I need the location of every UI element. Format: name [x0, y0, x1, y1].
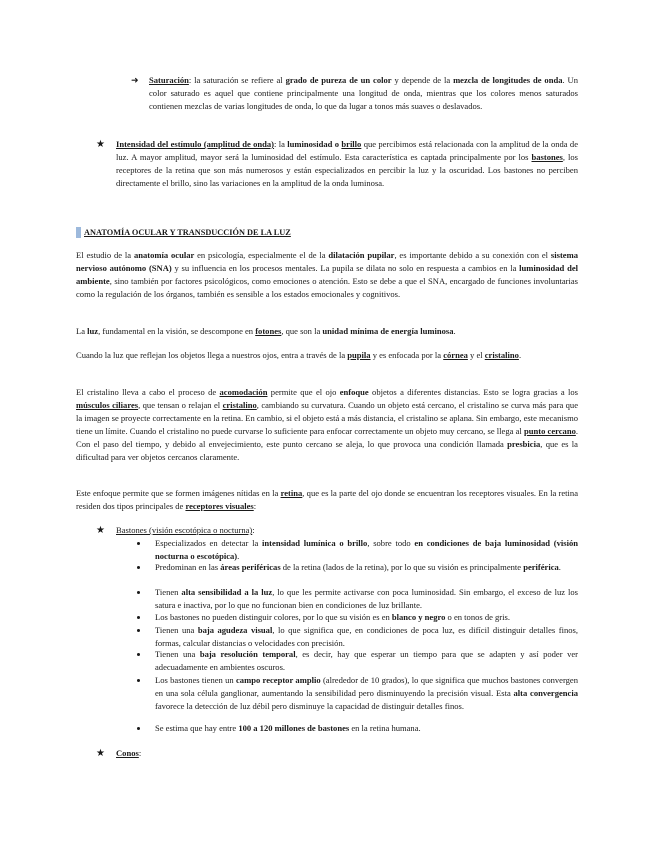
star-bullet-icon: ★: [96, 748, 105, 759]
paragraph-luz: La luz, fundamental en la visión, se descompone en fotones, que son la unidad mínima de energía luminosa.: [76, 326, 456, 336]
round-bullet-icon: [137, 542, 140, 545]
section-heading: ANATOMÍA OCULAR Y TRANSDUCCIÓN DE LA LUZ: [84, 228, 291, 237]
paragraph-retina: Este enfoque permite que se formen imágenes nítidas en la retina, que es la parte del ojo donde se encuentran los receptores visuales. En la retina residen dos tipos principales de receptores visuales:: [76, 488, 578, 511]
bastones-item: Tienen alta sensibilidad a la luz, lo que les permite activarse con poca luminosidad. Sin embargo, el exceso de luz los satura e inactiva, por lo que no funcionan bien en condiciones de luz brillante.: [155, 587, 579, 610]
saturacion-text: : la saturación se refiere al grado de pureza de un color y depende de la mezcla de longitudes de onda. Un color saturado es aquel que contiene principalmente una longitud de onda, mientras que los colores menos saturados contienen mezclas de varias longitudes de onda, lo que da lugar a tonos más suaves o deslavados.: [149, 75, 578, 111]
paragraph-cristalino: El cristalino lleva a cabo el proceso de acomodación permite que el ojo enfoque objetos a diferentes distancias. Esto se logra gracias a los músculos ciliares, que tensan o relajan el cristalino, cambiando su curvatura. Cuando un objeto está cercano, el cristalino se curva más para que la imagen se proyecte correctamente en la retina. En cambio, si el objeto está a más distancia, el cristalino se aplana. Sin embargo, este mecanismo tiene un límite. Cuando el cristalino no puede curvarse lo suficiente para enfocar correctamente un objeto muy cercano, se llega al punto cercano. Con el paso del tiempo, y debido al envejecimiento, este punto cercano se aleja, lo que provoca una condición llamada presbicia, que es la dificultad para ver objetos cercanos claramente.: [76, 387, 579, 462]
saturacion-term: Saturación: [149, 75, 189, 85]
round-bullet-icon: [137, 591, 140, 594]
heading-marker: [76, 227, 81, 238]
saturacion-paragraph: [149, 74, 578, 113]
round-bullet-icon: [137, 679, 140, 682]
star-bullet-icon: ★: [96, 139, 105, 150]
round-bullet-icon: [137, 566, 140, 569]
round-bullet-icon: [137, 653, 140, 656]
conos-heading: Conos:: [116, 748, 142, 758]
intensidad-paragraph: Intensidad del estímulo (amplitud de onda): la luminosidad o brillo que percibimos está relacionada con la amplitud de la onda de luz. A mayor amplitud, mayor será la luminosidad del estímulo. Esta característica es captada principalmente por los bastones, los receptores de la retina que son más numerosos y están especializados en percibir la luz y la oscuridad. Los bastones no perciben directamente el brillo, sino las variaciones en la amplitud de la onda luminosa.: [116, 139, 579, 188]
star-bullet-icon: ★: [96, 525, 105, 536]
bastones-item: Se estima que hay entre 100 a 120 millones de bastones en la retina humana.: [155, 723, 421, 733]
bastones-item: Tienen una baja agudeza visual, lo que significa que, en condiciones de poca luz, es difícil distinguir detalles finos, formas, calcular distancias o velocidades con precisión.: [155, 625, 579, 648]
bastones-item: Los bastones tienen un campo receptor amplio (alrededor de 10 grados), lo que significa que muchos bastones convergen en una sola célula ganglionar, aumentando la sensibilidad pero disminuyendo la precisión visual. Esta alta convergencia favorece la detección de luz débil pero disminuye la capacidad de distinguir detalles finos.: [155, 675, 578, 711]
bastones-heading: Bastones (visión escotópica o nocturna):: [116, 525, 255, 535]
bastones-item: Predominan en las áreas periféricas de la retina (lados de la retina), por lo que su visión es principalmente periférica.: [155, 562, 561, 572]
round-bullet-icon: [137, 727, 140, 730]
arrow-bullet-icon: ➜: [131, 75, 139, 85]
bastones-item: Especializados en detectar la intensidad lumínica o brillo, sobre todo en condiciones de baja luminosidad (visión nocturna o escotópica).: [155, 538, 578, 561]
paragraph-anatomia: El estudio de la anatomía ocular en psicología, especialmente el de la dilatación pupilar, es importante debido a su conexión con el sistema nervioso autónomo (SNA) y su influencia en los procesos mentales. La pupila se dilata no solo en respuesta a cambios en la luminosidad del ambiente, sino también por factores psicológicos, como emociones o atención. Esto se debe a que el SNA, encargado de funciones involuntarias como la regulación de los órganos, también es sensible a los estados emocionales y cognitivos.: [76, 250, 578, 299]
round-bullet-icon: [137, 629, 140, 632]
bastones-item: Los bastones no pueden distinguir colores, por lo que su visión es en blanco y negro o en tonos de gris.: [155, 612, 510, 622]
round-bullet-icon: [137, 616, 140, 619]
bastones-item: Tienen una baja resolución temporal, es decir, hay que esperar un tiempo para que se adapten y así poder ver adecuadamente en ambientes oscuros.: [155, 649, 578, 672]
paragraph-pupila: Cuando la luz que reflejan los objetos llega a nuestros ojos, entra a través de la pupila y es enfocada por la córnea y el cristalino.: [76, 350, 522, 360]
